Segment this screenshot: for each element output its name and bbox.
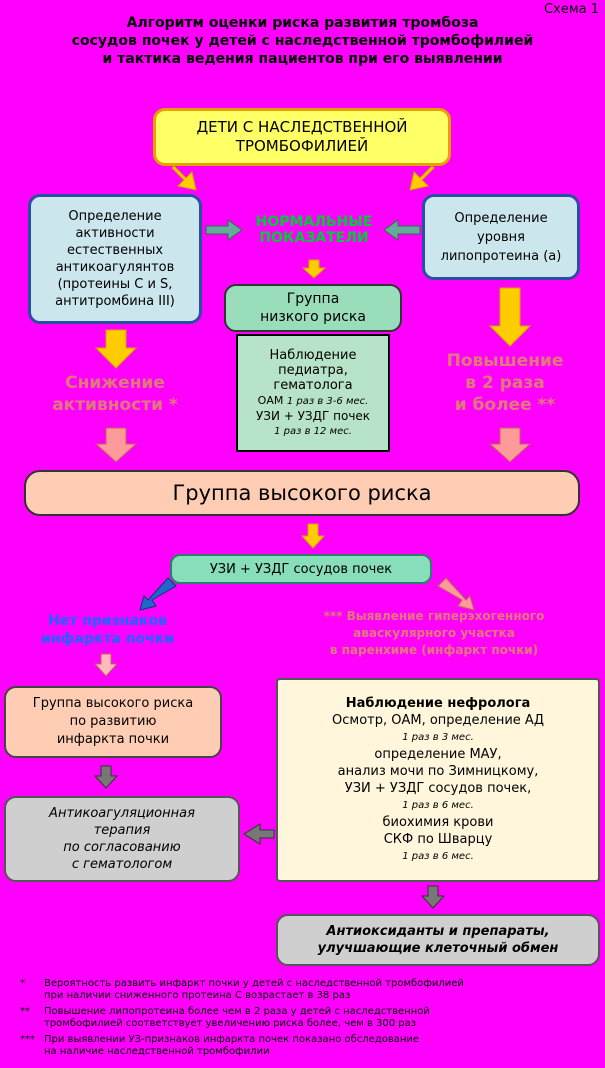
arrow-high-to-uzi: [302, 524, 324, 548]
anticoag-line-4: с гематологом: [71, 857, 173, 872]
arrow-left-down-pink: [96, 428, 136, 462]
uzi-vessels-box: [170, 554, 432, 584]
anticoag-line-3: по согласованию: [63, 840, 181, 855]
detected-line-1: *** Выявление гиперэхогенного: [323, 609, 545, 623]
low-obs-oam-freq: 1 раз в 3-6 мес.: [286, 395, 369, 407]
schema-label: Схема 1: [544, 2, 599, 17]
high-risk-text: Группа высокого риска: [172, 481, 432, 505]
footnote: [20, 1034, 600, 1058]
detected-line-3: в паренхиме (инфаркт почки): [329, 643, 539, 657]
anticoag-line-1: Антикоагуляционная: [49, 806, 195, 821]
top-box-children: [153, 108, 451, 166]
title-line-2: сосудов почек у детей с наследственной тромбофилией: [71, 33, 534, 49]
low-risk-group-box: [224, 284, 402, 332]
arrow-nephro-to-anticoag: [244, 824, 274, 844]
footnote-mark: **: [20, 1006, 30, 1017]
antiox-line-1: Антиоксиданты и препараты,: [326, 924, 550, 939]
low-obs-uzi: УЗИ + УЗДГ почек: [255, 408, 371, 423]
low-risk-observation-box: [236, 334, 390, 452]
no-infarct-signs-label: [20, 612, 195, 648]
footnote: [20, 978, 600, 1002]
low-obs-line-3: гематолога: [273, 377, 353, 393]
increase-line-3: и более **: [454, 395, 556, 415]
low-obs-line-2: педиатра,: [278, 362, 348, 378]
high-risk-infarct-line-2: по развитию: [69, 714, 157, 729]
nephro-line: биохимия крови: [382, 815, 494, 830]
footnote-line: Повышение липопротеина более чем в 2 раза у детей с наследственной: [44, 1006, 430, 1017]
page-title: [20, 14, 585, 68]
nephro-line: анализ мочи по Зимницкому,: [337, 764, 539, 779]
infarct-detected-label: [264, 608, 604, 659]
uzi-vessels-text: УЗИ + УЗДГ сосудов почек: [209, 561, 393, 577]
nephro-freq: 1 раз в 6 мес.: [402, 800, 474, 811]
high-risk-infarct-line-3: инфаркта почки: [56, 732, 170, 747]
top-box-line-2: ТРОМБОФИЛИЕЙ: [235, 137, 369, 155]
nephro-freq: 1 раз в 6 мес.: [402, 851, 474, 862]
nephro-line: УЗИ + УЗДГ сосудов почек,: [344, 781, 532, 796]
footnote-line: тромбофилией соответствует увеличению риска более, чем в 300 раз: [44, 1018, 417, 1029]
left-box-line: активности: [75, 226, 155, 241]
nephrologist-observation-box: [276, 678, 600, 882]
anticoagulation-therapy-box: [4, 796, 240, 882]
increase-label: [420, 350, 590, 416]
left-box-line: естественных: [66, 243, 164, 258]
footnote-line: При выявлении УЗ-признаков инфаркта почек показано обследование: [44, 1034, 420, 1045]
left-box-line: антикоагулянтов: [55, 260, 175, 275]
left-box-line: Определение: [68, 209, 162, 224]
normal-indicators-label: [244, 214, 384, 246]
low-obs-uzi-freq: 1 раз в 12 мес.: [274, 425, 352, 437]
lipoprotein-box: [422, 194, 580, 280]
arrow-uzi-to-detected: [438, 578, 474, 610]
footnote: [20, 1006, 600, 1030]
nephro-freq: 1 раз в 3 мес.: [402, 732, 474, 743]
decrease-line-1: Снижение: [65, 373, 165, 393]
decrease-line-2: активности *: [52, 395, 178, 415]
arrow-top-left: [172, 166, 196, 190]
nephro-line: СКФ по Шварцу: [383, 832, 493, 847]
high-risk-infarct-line-1: Группа высокого риска: [32, 696, 194, 711]
anticoagulant-activity-box: [28, 194, 202, 324]
arrow-top-right: [410, 166, 434, 190]
increase-line-2: в 2 раза: [465, 373, 545, 393]
normal-label-line-1: НОРМАЛЬНЫЕ: [255, 214, 373, 230]
no-signs-line-1: Нет признаков: [48, 613, 167, 629]
arrow-normal-to-low: [303, 260, 325, 278]
arrow-nosigns-to-group: [95, 654, 117, 676]
arrow-group-to-anticoag: [95, 766, 117, 788]
footnotes: [20, 978, 600, 1058]
low-risk-line-2: низкого риска: [260, 309, 366, 325]
left-box-line: (протеины С и S,: [57, 277, 173, 292]
left-box-line: антитромбина III): [55, 294, 175, 309]
arrow-left-to-normal: [206, 220, 242, 240]
low-obs-oam: ОАМ: [257, 393, 284, 407]
right-box-line: уровня: [477, 229, 525, 245]
arrow-nephro-to-antiox: [422, 886, 444, 908]
high-risk-infarct-box: [4, 686, 222, 758]
arrow-left-down-yellow: [96, 330, 136, 368]
low-risk-line-1: Группа: [286, 291, 340, 307]
arrow-right-down-pink: [490, 428, 530, 462]
no-signs-line-2: инфаркта почки: [41, 631, 174, 647]
antioxidants-box: [276, 914, 600, 966]
nephro-line: определение МАУ,: [374, 747, 502, 762]
anticoag-line-2: терапия: [93, 823, 151, 838]
increase-line-1: Повышение: [446, 351, 564, 371]
normal-label-line-2: ПОКАЗАТЕЛИ: [259, 230, 369, 246]
title-line-1: Алгоритм оценки риска развития тромбоза: [126, 15, 479, 31]
high-risk-group-box: [24, 470, 580, 516]
right-box-line: липопротеина (а): [440, 248, 562, 264]
nephro-line: Осмотр, ОАМ, определение АД: [332, 713, 544, 728]
top-box-line-1: ДЕТИ С НАСЛЕДСТВЕННОЙ: [196, 118, 408, 136]
low-obs-line-1: Наблюдение: [269, 347, 357, 363]
footnote-mark: ***: [20, 1034, 35, 1045]
footnote-line: на наличие наследственной тромбофилии: [44, 1046, 270, 1057]
footnote-line: Вероятность развить инфаркт почки у детей с наследственной тромбофилией: [44, 978, 464, 989]
title-line-3: и тактика ведения пациентов при его выявлении: [102, 51, 503, 67]
nephro-title: Наблюдение нефролога: [345, 696, 531, 711]
decrease-activity-label: [30, 372, 200, 416]
footnote-line: при наличии сниженного протеина С возрастает в 38 раз: [44, 990, 351, 1001]
antiox-line-2: улучшающие клеточный обмен: [317, 941, 559, 956]
right-box-line: Определение: [454, 210, 548, 226]
footnote-mark: *: [20, 978, 25, 989]
detected-line-2: аваскулярного участка: [353, 626, 515, 640]
arrow-uzi-to-nosigns: [140, 578, 176, 610]
arrow-right-down-yellow: [490, 288, 530, 346]
arrow-right-to-normal: [384, 220, 420, 240]
